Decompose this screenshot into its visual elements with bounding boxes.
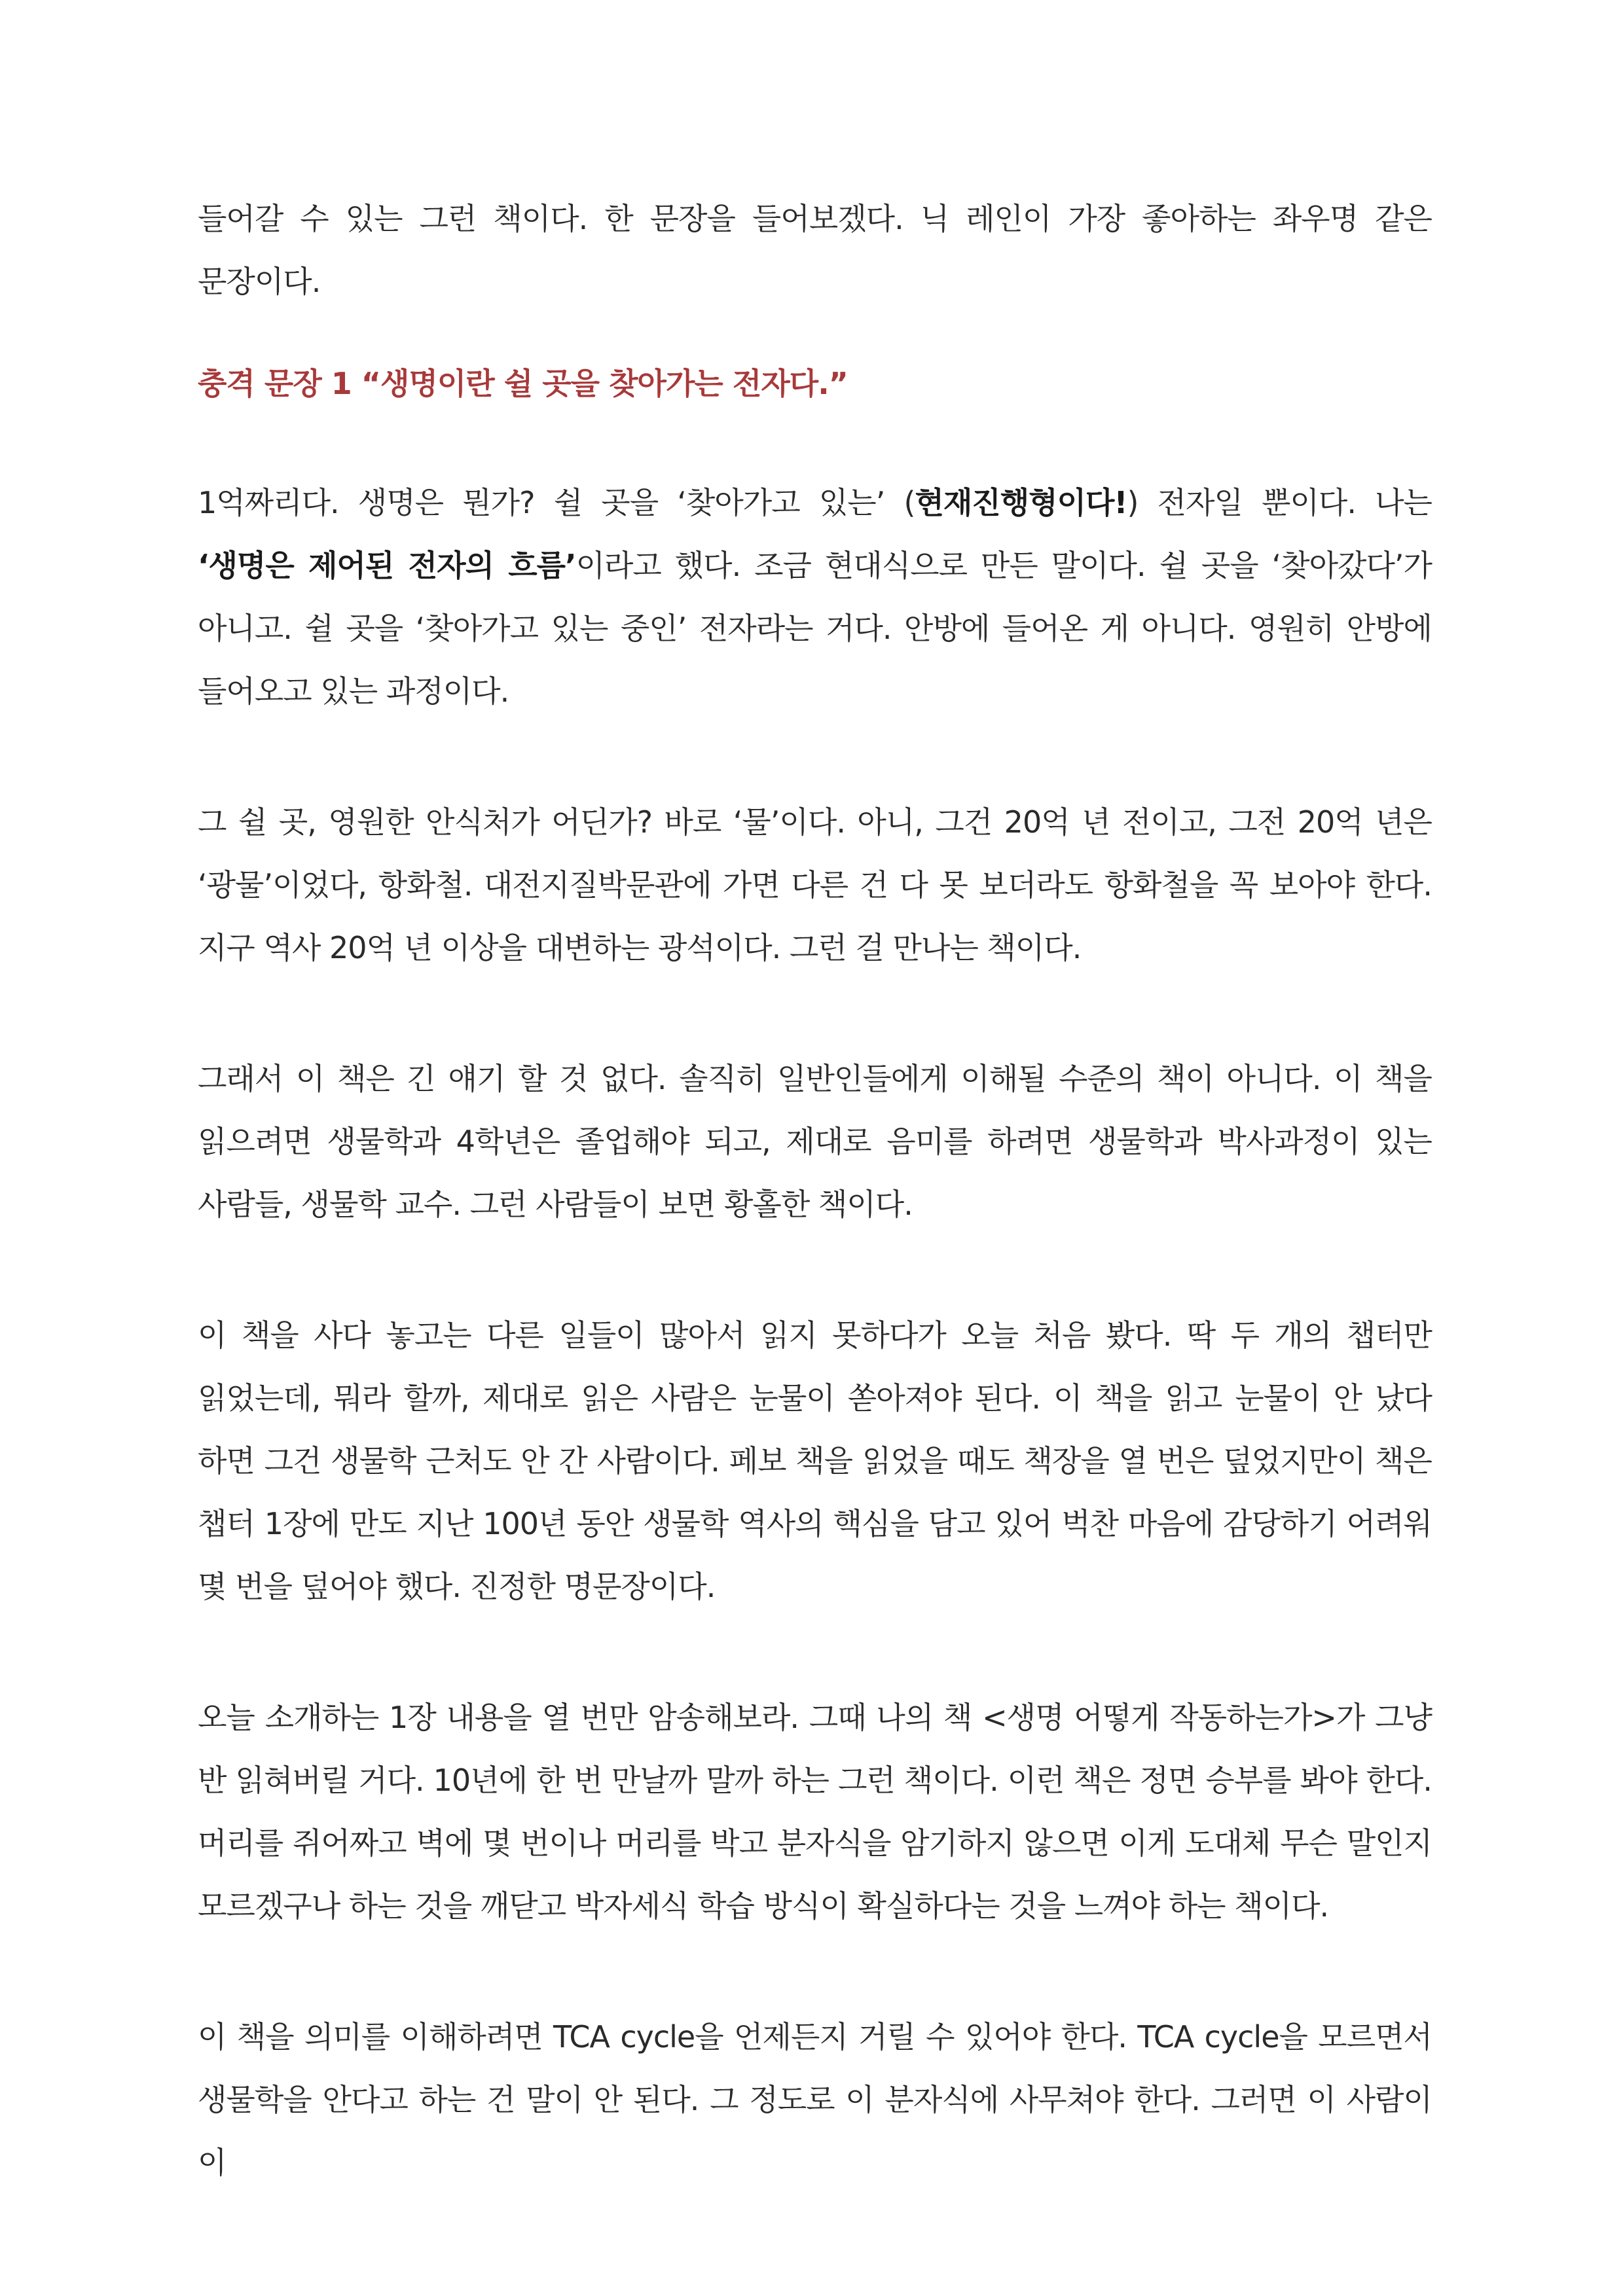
paragraph-audience: 그래서 이 책은 긴 얘기 할 것 없다. 솔직히 일반인들에게 이해될 수준의 책이 아니다. 이 책을 읽으려면 생물학과 4학년은 졸업해야 되고, 제대로 음미를 하려면 생물학과 박사과정이 있는 사람들, 생물학 교수. 그런 사람들이 보면 황홀한 책이다. [198,1061,1432,1222]
paragraph-reading: 이 책을 사다 놓고는 다른 일들이 많아서 읽지 못하다가 오늘 처음 봤다. 딱 두 개의 챕터만 읽었는데, 뭐라 할까, 제대로 읽은 사람은 눈물이 쏟아져야 된다. 이 책을 읽고 눈물이 안 났다 하면 그건 생물학 근처도 안 간 사람이다. 페보 책을 읽었을 때도 책장을 열 번은 덮었지만이 책은 챕터 1장에 만도 지난 100년 동안 생물학 역사의 핵심을 담고 있어 벅찬 마음에 감당하기 어려워 몇 번을 덮어야 했다. 진정한 명문장이다. [198,1318,1432,1604]
text-run: 1억짜리다. 생명은 뭔가? 쉴 곳을 ‘찾아가고 있는’ ( [198,485,915,520]
paragraph-chapter-one: 오늘 소개하는 1장 내용을 열 번만 암송해보라. 그때 나의 책 <생명 어떻게 작동하는가>가 그냥 반 읽혀버릴 거다. 10년에 한 번 만날까 말까 하는 그런 책이다. 이런 책은 정면 승부를 봐야 한다. 머리를 쥐어짜고 벽에 몇 번이나 머리를 박고 분자식을 암기하지 않으면 이게 도대체 무슨 말인지 모르겠구나 하는 것을 깨닫고 박자세식 학습 방식이 확실하다는 것을 느껴야 하는 책이다. [198,1700,1432,1924]
paragraph-water-mineral: 그 쉴 곳, 영원한 안식처가 어딘가? 바로 ‘물’이다. 아니, 그건 20억 년 전이고, 그전 20억 년은 ‘광물’이었다, 항화철. 대전지질박문관에 가면 다른 건 다 못 보더라도 항화철을 꼭 보아야 한다. 지구 역사 20억 년 이상을 대변하는 광석이다. 그런 걸 만나는 책이다. [198,804,1432,965]
paragraph-electron [198,471,1432,723]
text-run: 이라고 했다. 조금 현대식으로 만든 말이다. 쉴 곳을 ‘찾아갔다’가 아니고. 쉴 곳을 ‘찾아가고 있는 중인’ 전자라는 거다. 안방에 들어온 게 아니다. 영원히 안방에 들어오고 있는 과정이다. [198,548,1432,709]
document-page [198,187,1432,2262]
emphasis-text: 현재진행형이다! [915,485,1127,520]
emphasis-text: ‘생명은 제어된 전자의 흐름’ [198,548,576,583]
paragraph-tca-cycle: 이 책을 의미를 이해하려면 TCA cycle을 언제든지 거릴 수 있어야 한다. TCA cycle을 모르면서 생물학을 안다고 하는 건 말이 안 된다. 그 정도로 이 분자식에 사무쳐야 한다. 그러면 이 사람이 이 [198,2019,1432,2180]
paragraph-intro: 들어갈 수 있는 그런 책이다. 한 문장을 들어보겠다. 닉 레인이 가장 좋아하는 좌우명 같은 문장이다. [198,201,1432,299]
section-heading: 충격 문장 1 “생명이란 쉴 곳을 찾아가는 전자다.” [198,366,848,401]
text-run: ) 전자일 뿐이다. 나는 [1127,485,1432,520]
